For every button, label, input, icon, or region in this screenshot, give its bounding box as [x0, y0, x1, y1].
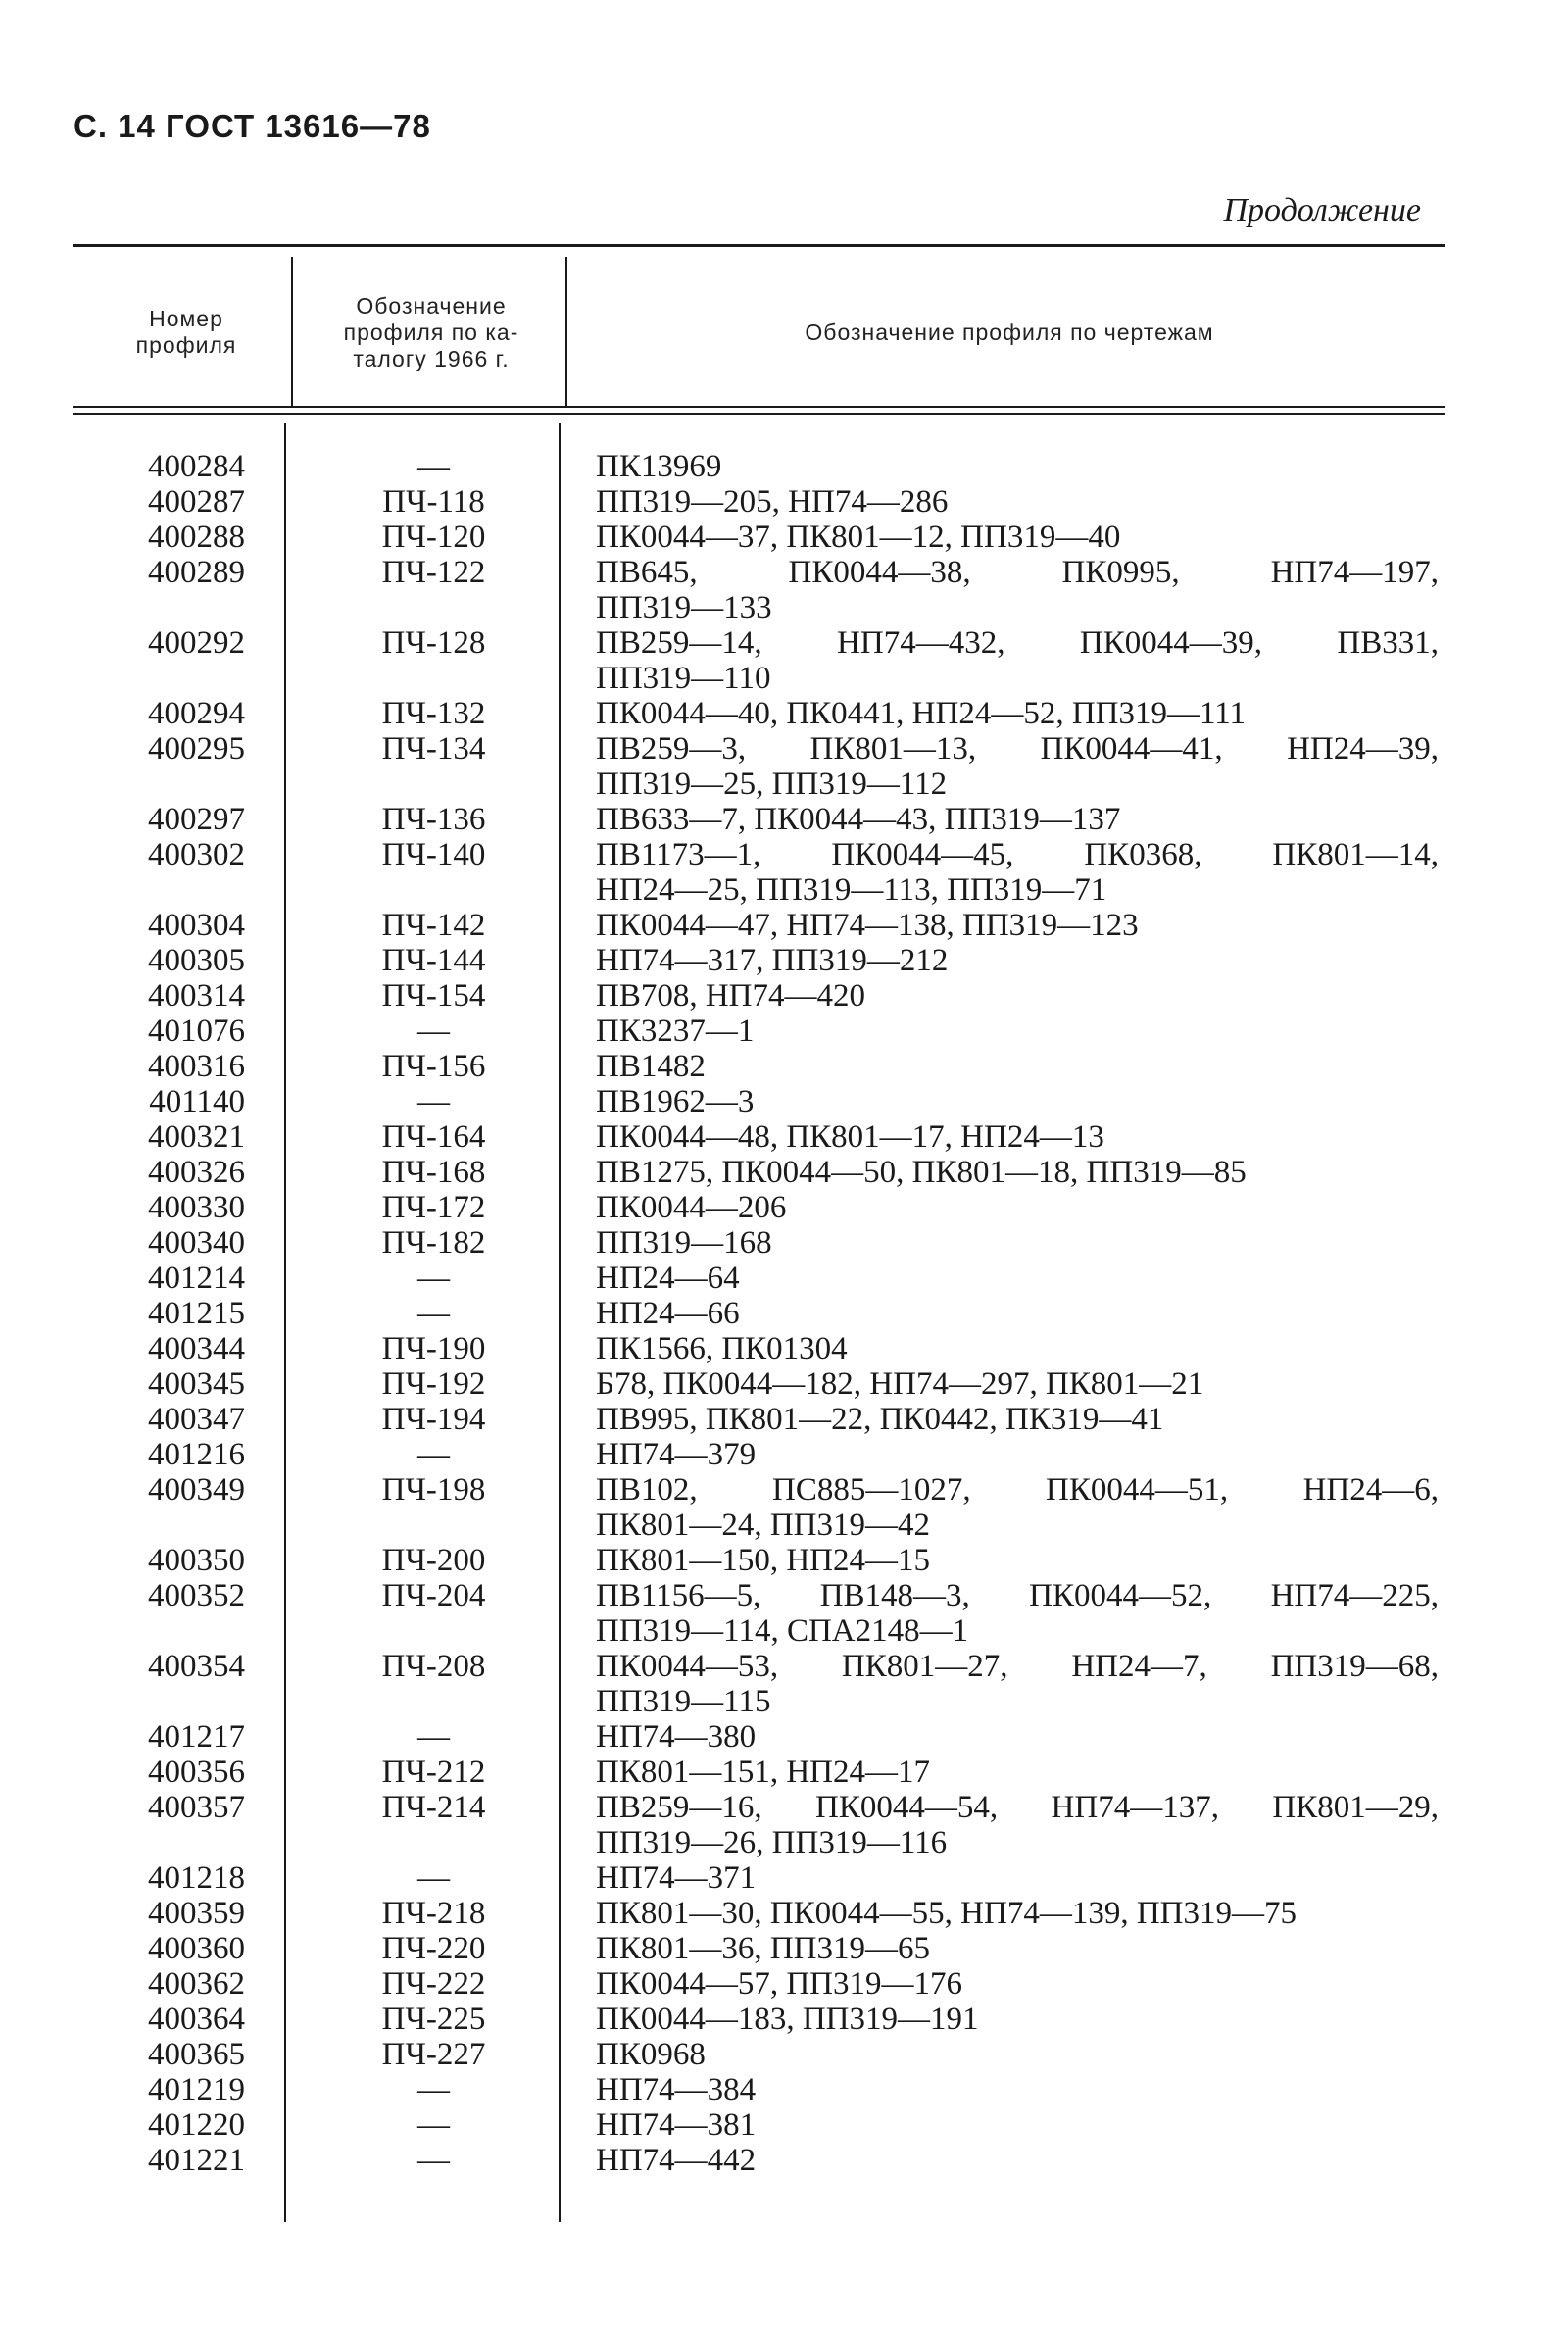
table-row: [74, 1896, 1446, 1931]
catalog-designation: ПЧ-154: [381, 978, 486, 1014]
profile-number: 400357: [148, 1790, 245, 1825]
table-row: [74, 837, 1446, 908]
profile-number: 400284: [148, 449, 245, 484]
profile-number: 401221: [148, 2143, 245, 2178]
table-row: [74, 908, 1446, 943]
drawing-designations: [596, 908, 1439, 943]
drawing-designation-line: ПП319—110: [596, 661, 771, 696]
drawing-designation-line: ПК1566, ПК01304: [596, 1331, 848, 1366]
drawing-designation-line: ПК801—150, НП24—15: [596, 1543, 931, 1578]
drawing-designation-line: ПВ1962—3: [596, 1084, 755, 1119]
catalog-designation: ПЧ-142: [381, 908, 486, 943]
drawing-designation-line: ПК0044—206: [596, 1190, 787, 1225]
drawing-designations: [596, 449, 1439, 484]
catalog-designation: ПЧ-192: [381, 1366, 486, 1402]
table-row: [74, 943, 1446, 978]
drawing-designation-line: НП74—380: [596, 1719, 757, 1755]
profile-number: 401220: [148, 2107, 245, 2143]
drawing-designations: [596, 555, 1439, 625]
table-row: [74, 1119, 1446, 1155]
catalog-designation: —: [417, 1296, 450, 1331]
profile-number: 400287: [148, 484, 245, 520]
catalog-designation: ПЧ-144: [381, 943, 486, 978]
drawing-designation-line: ПВ645, ПК0044—38, ПК0995, НП74—197,: [596, 555, 1439, 590]
drawing-designation-line: НП74—371: [596, 1860, 757, 1896]
table-row: [74, 555, 1446, 625]
table-row: [74, 1649, 1446, 1719]
catalog-designation: ПЧ-218: [381, 1896, 486, 1931]
profile-number: 401076: [148, 1014, 245, 1049]
drawing-designations: [596, 520, 1439, 555]
table-row: [74, 2037, 1446, 2072]
drawing-designations: [596, 1649, 1439, 1719]
table-row: [74, 731, 1446, 802]
drawing-designation-line: ПК801—36, ПП319—65: [596, 1931, 931, 1966]
profile-number: 401218: [148, 1860, 245, 1896]
drawing-designation-line: НП74—317, ПП319—212: [596, 943, 949, 978]
drawing-designations: [596, 1402, 1439, 1437]
profile-number: 400352: [148, 1578, 245, 1613]
drawing-designations: [596, 1860, 1439, 1896]
table-row: [74, 520, 1446, 555]
catalog-designation: ПЧ-220: [381, 1931, 486, 1966]
drawing-designations: [596, 1331, 1439, 1366]
profile-number: 400340: [148, 1225, 245, 1261]
profile-number: 400365: [148, 2037, 245, 2072]
catalog-designation: —: [417, 1860, 450, 1896]
table-row: [74, 1155, 1446, 1190]
drawing-designation-line: ПК0044—37, ПК801—12, ПП319—40: [596, 520, 1121, 555]
column-header-number: Номер профиля: [135, 306, 237, 358]
table-row: [74, 978, 1446, 1014]
drawing-designation-line: ПК801—24, ПП319—42: [596, 1508, 931, 1543]
drawing-designation-line: ПП319—133: [596, 590, 772, 625]
drawing-designation-line: НП74—442: [596, 2143, 757, 2178]
table-row: [74, 2002, 1446, 2037]
page-header: С. 14 ГОСТ 13616—78: [74, 108, 431, 144]
drawing-designation-line: ПВ259—14, НП74—432, ПК0044—39, ПВ331,: [596, 625, 1439, 661]
drawing-designations: [596, 2002, 1439, 2037]
drawing-designations: [596, 943, 1439, 978]
table-row: [74, 1190, 1446, 1225]
drawing-designations: [596, 2143, 1439, 2178]
profile-number: 401215: [148, 1296, 245, 1331]
profile-number: 401216: [148, 1437, 245, 1472]
table-row: [74, 1860, 1446, 1896]
drawing-designations: [596, 837, 1439, 908]
drawing-designations: [596, 1225, 1439, 1261]
catalog-designation: ПЧ-120: [381, 520, 486, 555]
table-row: [74, 1296, 1446, 1331]
drawing-designations: [596, 1896, 1439, 1931]
drawing-designations: [596, 1578, 1439, 1649]
drawing-designations: [596, 1366, 1439, 1402]
table-row: [74, 449, 1446, 484]
drawing-designation-line: ПК801—151, НП24—17: [596, 1755, 931, 1790]
drawing-designations: [596, 1190, 1439, 1225]
profile-number: 400330: [148, 1190, 245, 1225]
profile-number: 400292: [148, 625, 245, 661]
catalog-designation: ПЧ-208: [381, 1649, 486, 1684]
drawing-designations: [596, 978, 1439, 1014]
profile-number: 400302: [148, 837, 245, 872]
table-row: [74, 1437, 1446, 1472]
table-top-rule: [74, 244, 1446, 247]
catalog-designation: —: [417, 1014, 450, 1049]
drawing-designations: [596, 625, 1439, 696]
drawing-designation-line: ПП319—114, СПА2148—1: [596, 1613, 969, 1649]
profile-number: 400297: [148, 802, 245, 837]
drawing-designations: [596, 1472, 1439, 1543]
drawing-designation-line: ПК0044—40, ПК0441, НП24—52, ПП319—111: [596, 696, 1247, 731]
profile-number: 400305: [148, 943, 245, 978]
drawing-designation-line: НП24—66: [596, 1296, 740, 1331]
drawing-designations: [596, 802, 1439, 837]
drawing-designation-line: ПК0044—48, ПК801—17, НП24—13: [596, 1119, 1104, 1155]
profile-number: 400356: [148, 1755, 245, 1790]
catalog-designation: ПЧ-194: [381, 1402, 486, 1437]
catalog-designation: ПЧ-136: [381, 802, 486, 837]
drawing-designation-line: Б78, ПК0044—182, НП74—297, ПК801—21: [596, 1366, 1204, 1402]
catalog-designation: ПЧ-198: [381, 1472, 486, 1508]
drawing-designation-line: ПВ1156—5, ПВ148—3, ПК0044—52, НП74—225,: [596, 1578, 1439, 1613]
table-row: [74, 1790, 1446, 1860]
drawing-designations: [596, 1543, 1439, 1578]
continuation-label: Продолжение: [1223, 192, 1421, 228]
catalog-designation: ПЧ-134: [381, 731, 486, 767]
drawing-designations: [596, 484, 1439, 520]
drawing-designation-line: ПК0968: [596, 2037, 706, 2072]
table-row: [74, 1543, 1446, 1578]
drawing-designation-line: ПК0044—53, ПК801—27, НП24—7, ПП319—68,: [596, 1649, 1439, 1684]
drawing-designations: [596, 731, 1439, 802]
drawing-designation-line: НП74—384: [596, 2072, 757, 2107]
profile-number: 400288: [148, 520, 245, 555]
drawing-designation-line: ПП319—115: [596, 1684, 771, 1719]
catalog-designation: ПЧ-132: [381, 696, 486, 731]
drawing-designations: [596, 1931, 1439, 1966]
table-row: [74, 1331, 1446, 1366]
catalog-designation: ПЧ-200: [381, 1543, 486, 1578]
drawing-designation-line: ПП319—26, ПП319—116: [596, 1825, 948, 1860]
drawing-designation-line: ПК801—30, ПК0044—55, НП74—139, ПП319—75: [596, 1896, 1298, 1931]
catalog-designation: —: [417, 1261, 450, 1296]
profile-number: 400347: [148, 1402, 245, 1437]
catalog-designation: —: [417, 2107, 450, 2143]
profile-number: 400362: [148, 1966, 245, 2002]
drawing-designation-line: ПВ708, НП74—420: [596, 978, 866, 1014]
catalog-designation: ПЧ-204: [381, 1578, 486, 1613]
catalog-designation: ПЧ-168: [381, 1155, 486, 1190]
drawing-designations: [596, 2072, 1439, 2107]
drawing-designation-line: ПП319—168: [596, 1225, 772, 1261]
table-row: [74, 1014, 1446, 1049]
table-body: [74, 449, 1446, 2178]
profile-number: 401217: [148, 1719, 245, 1755]
catalog-designation: ПЧ-156: [381, 1049, 486, 1084]
catalog-designation: ПЧ-212: [381, 1755, 486, 1790]
table-row: [74, 696, 1446, 731]
drawing-designation-line: НП74—381: [596, 2107, 757, 2143]
profile-number: 401219: [148, 2072, 245, 2107]
drawing-designation-line: ПК3237—1: [596, 1014, 755, 1049]
drawing-designations: [596, 1261, 1439, 1296]
drawing-designation-line: ПВ1275, ПК0044—50, ПК801—18, ПП319—85: [596, 1155, 1247, 1190]
profile-number: 400364: [148, 2002, 245, 2037]
header-bottom-rule-2: [74, 413, 1446, 415]
catalog-designation: ПЧ-190: [381, 1331, 486, 1366]
drawing-designations: [596, 1790, 1439, 1860]
profile-number: 401140: [149, 1084, 245, 1119]
drawing-designation-line: ПП319—205, НП74—286: [596, 484, 949, 520]
catalog-designation: ПЧ-222: [381, 1966, 486, 2002]
table-row: [74, 1225, 1446, 1261]
drawing-designations: [596, 1966, 1439, 2002]
profile-number: 400345: [148, 1366, 245, 1402]
drawing-designations: [596, 1755, 1439, 1790]
profile-number: 400359: [148, 1896, 245, 1931]
drawing-designation-line: ПВ102, ПС885—1027, ПК0044—51, НП24—6,: [596, 1472, 1439, 1508]
drawing-designations: [596, 696, 1439, 731]
drawing-designation-line: ПК0044—57, ПП319—176: [596, 1966, 963, 2002]
profile-number: 400295: [148, 731, 245, 767]
profile-number: 400294: [148, 696, 245, 731]
drawing-designation-line: ПВ1173—1, ПК0044—45, ПК0368, ПК801—14,: [596, 837, 1439, 872]
profile-number: 400344: [148, 1331, 245, 1366]
drawing-designation-line: ПП319—25, ПП319—112: [596, 767, 948, 802]
catalog-designation: —: [417, 1084, 450, 1119]
drawing-designation-line: ПК13969: [596, 449, 722, 484]
drawing-designation-line: ПВ1482: [596, 1049, 706, 1084]
drawing-designations: [596, 1296, 1439, 1331]
profile-number: 400314: [148, 978, 245, 1014]
profile-number: 400349: [148, 1472, 245, 1508]
profile-number: 400304: [148, 908, 245, 943]
catalog-designation: ПЧ-172: [381, 1190, 486, 1225]
table-row: [74, 2143, 1446, 2178]
catalog-designation: ПЧ-227: [381, 2037, 486, 2072]
catalog-designation: ПЧ-128: [381, 625, 486, 661]
catalog-designation: —: [417, 1437, 450, 1472]
header-bottom-rule: [74, 406, 1446, 408]
table-row: [74, 1719, 1446, 1755]
table-row: [74, 1966, 1446, 2002]
table-row: [74, 1755, 1446, 1790]
column-header-drawings: Обозначение профиля по чертежам: [805, 319, 1214, 345]
table-row: [74, 484, 1446, 520]
catalog-designation: ПЧ-164: [381, 1119, 486, 1155]
drawing-designation-line: ПК0044—183, ПП319—191: [596, 2002, 979, 2037]
catalog-designation: —: [417, 449, 450, 484]
catalog-designation: ПЧ-140: [381, 837, 486, 872]
catalog-designation: —: [417, 1719, 450, 1755]
table-row: [74, 2107, 1446, 2143]
drawing-designations: [596, 1719, 1439, 1755]
table-row: [74, 1472, 1446, 1543]
table-row: [74, 2072, 1446, 2107]
catalog-designation: ПЧ-118: [382, 484, 485, 520]
table-row: [74, 1366, 1446, 1402]
drawing-designations: [596, 2037, 1439, 2072]
catalog-designation: ПЧ-182: [381, 1225, 486, 1261]
header-divider-2: [565, 257, 567, 408]
drawing-designations: [596, 1155, 1439, 1190]
profile-number: 400316: [148, 1049, 245, 1084]
drawing-designations: [596, 1119, 1439, 1155]
table-row: [74, 625, 1446, 696]
profile-number: 400350: [148, 1543, 245, 1578]
drawing-designation-line: ПК0044—47, НП74—138, ПП319—123: [596, 908, 1139, 943]
drawing-designations: [596, 1437, 1439, 1472]
header-divider-1: [291, 257, 293, 408]
drawing-designations: [596, 1049, 1439, 1084]
table-row: [74, 1261, 1446, 1296]
drawing-designation-line: ПВ995, ПК801—22, ПК0442, ПК319—41: [596, 1402, 1164, 1437]
profile-number: 401214: [148, 1261, 245, 1296]
profile-number: 400321: [148, 1119, 245, 1155]
catalog-designation: ПЧ-214: [381, 1790, 486, 1825]
profile-number: 400289: [148, 555, 245, 590]
table-row: [74, 1931, 1446, 1966]
drawing-designation-line: НП24—25, ПП319—113, ПП319—71: [596, 872, 1107, 908]
table-row: [74, 1578, 1446, 1649]
catalog-designation: —: [417, 2143, 450, 2178]
catalog-designation: ПЧ-225: [381, 2002, 486, 2037]
drawing-designations: [596, 2107, 1439, 2143]
drawing-designation-line: НП24—64: [596, 1261, 740, 1296]
table-row: [74, 802, 1446, 837]
drawing-designation-line: НП74—379: [596, 1437, 757, 1472]
drawing-designations: [596, 1014, 1439, 1049]
catalog-designation: —: [417, 2072, 450, 2107]
table-row: [74, 1084, 1446, 1119]
table-row: [74, 1402, 1446, 1437]
drawing-designation-line: ПВ259—3, ПК801—13, ПК0044—41, НП24—39,: [596, 731, 1439, 767]
catalog-designation: ПЧ-122: [381, 555, 486, 590]
profile-number: 400354: [148, 1649, 245, 1684]
profile-number: 400326: [148, 1155, 245, 1190]
column-header-catalog: Обозначение профиля по ка- талогу 1966 г.: [343, 292, 519, 371]
drawing-designation-line: ПВ259—16, ПК0044—54, НП74—137, ПК801—29,: [596, 1790, 1439, 1825]
table-row: [74, 1049, 1446, 1084]
drawing-designation-line: ПВ633—7, ПК0044—43, ПП319—137: [596, 802, 1121, 837]
drawing-designations: [596, 1084, 1439, 1119]
profile-number: 400360: [148, 1931, 245, 1966]
